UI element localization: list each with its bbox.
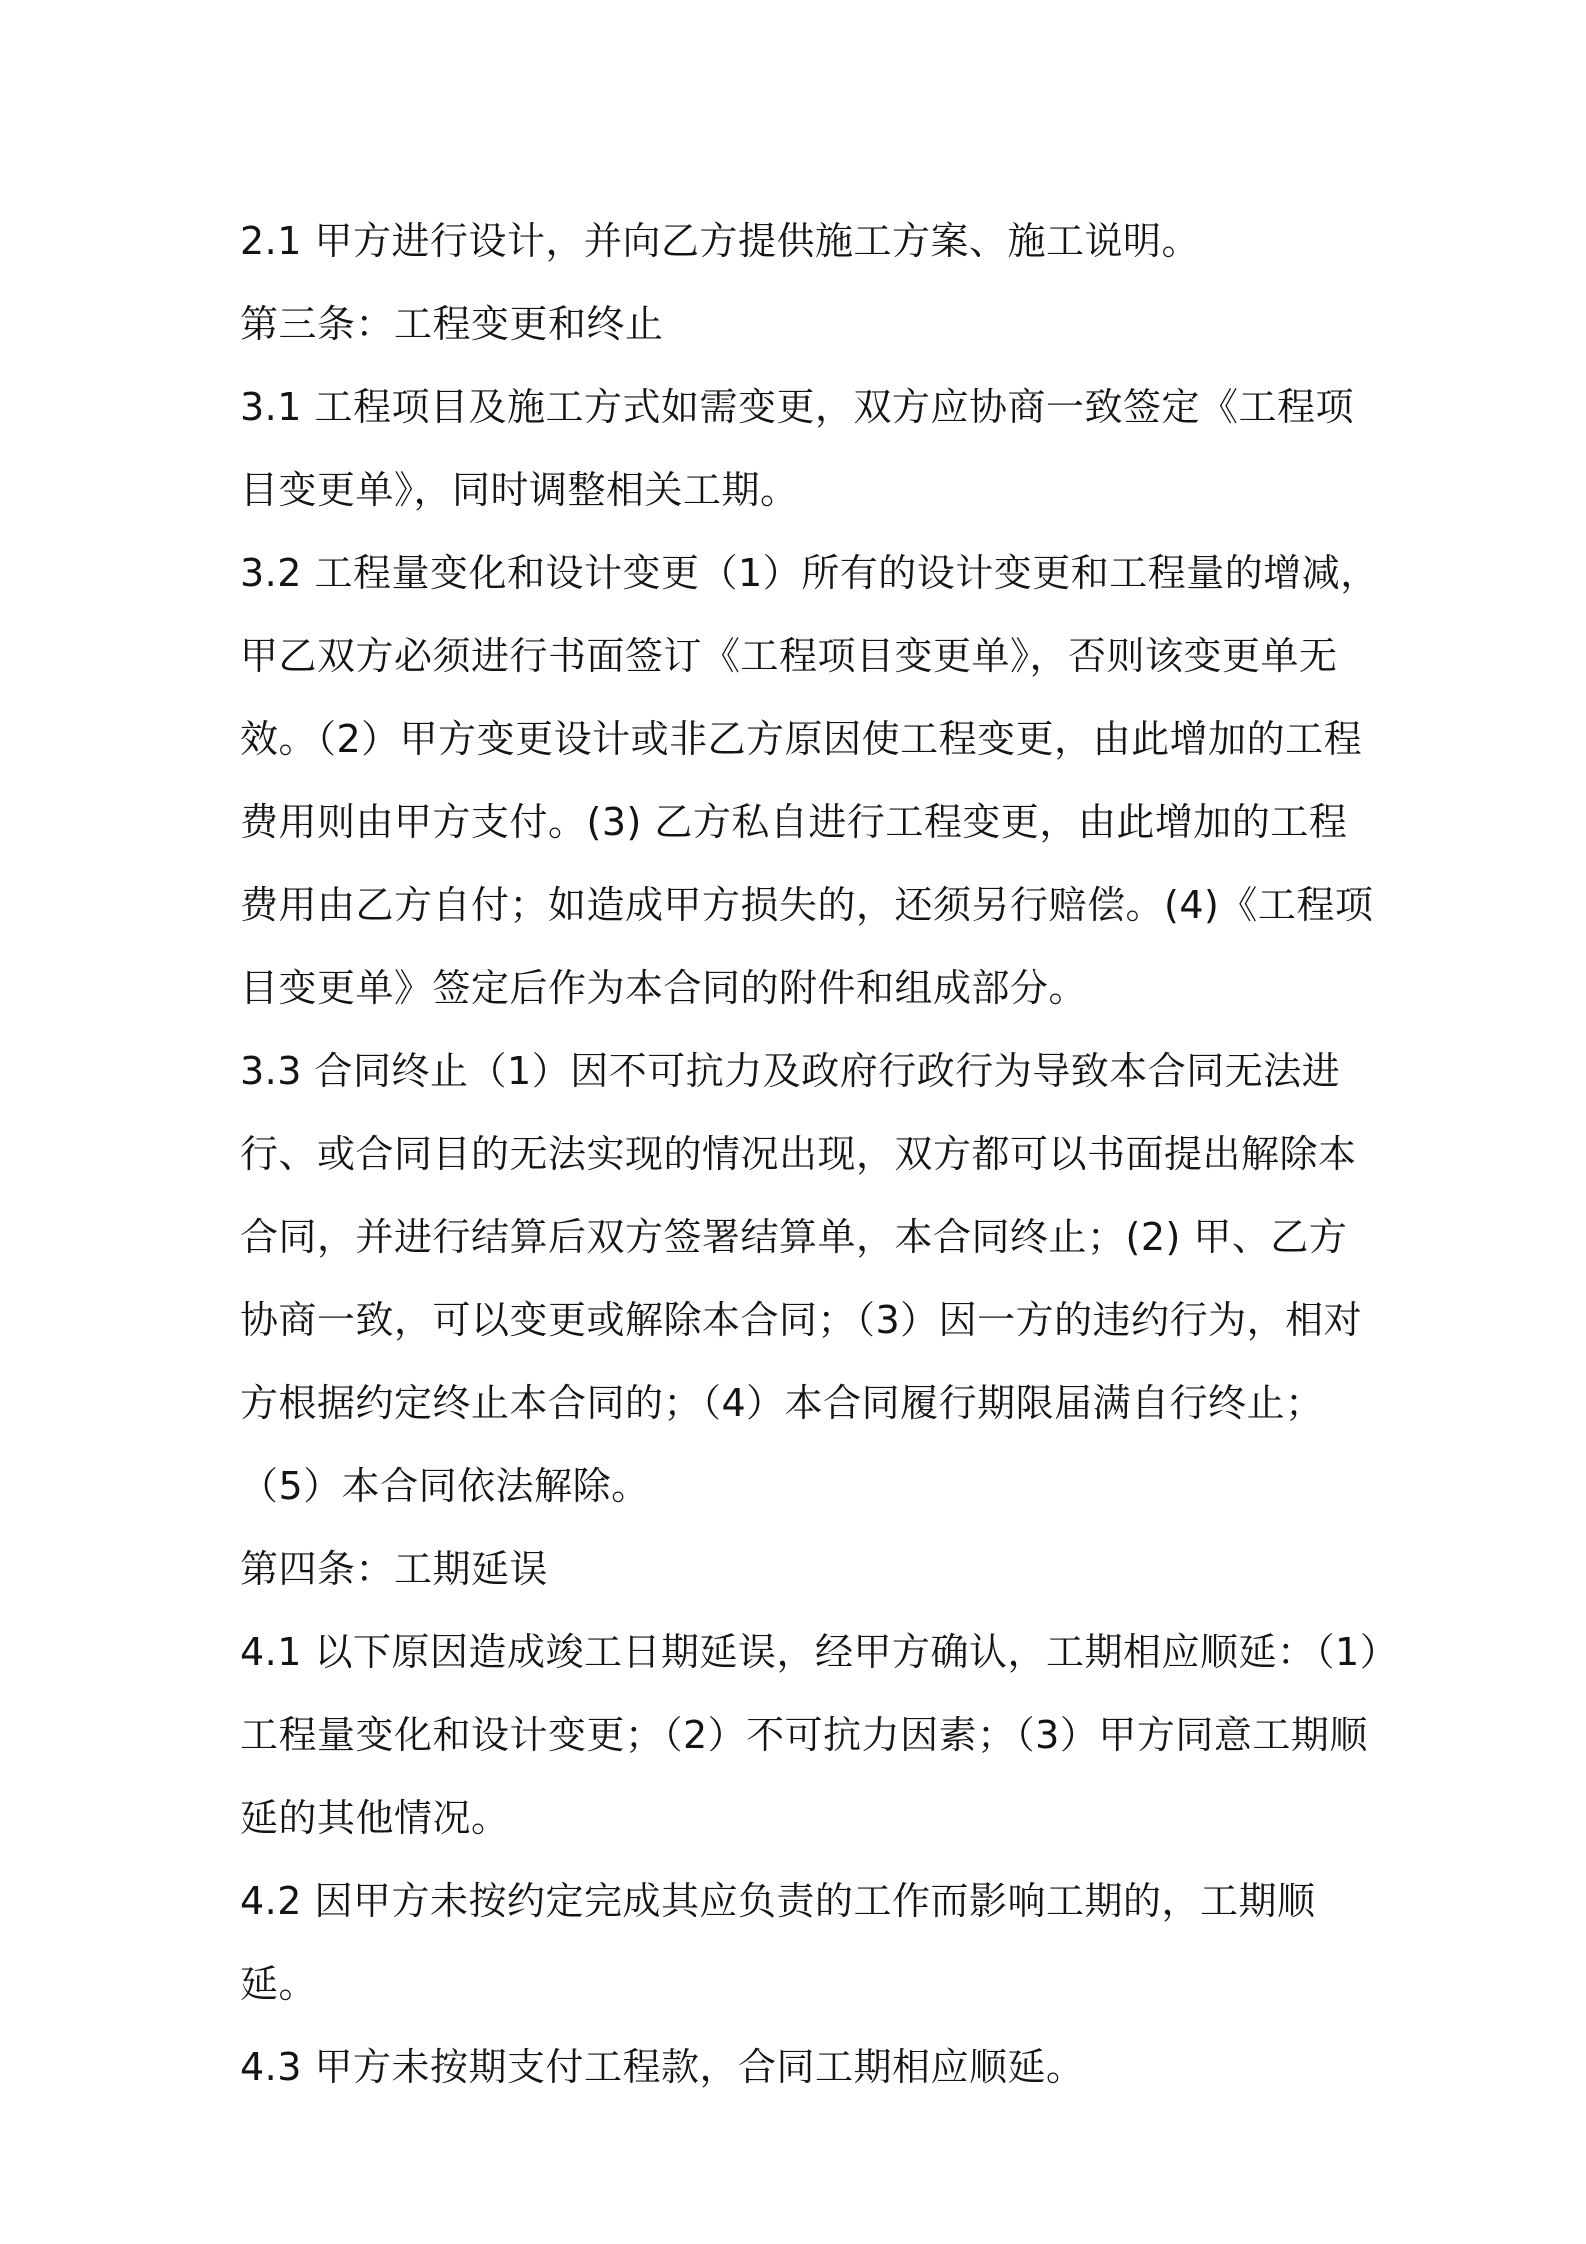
clause-3-2: 3.2 工程量变化和设计变更（1）所有的设计变更和工程量的增减，甲乙双方必须进行书面签订《工程项目变更单》，否则该变更单无效。（2）甲方变更设计或非乙方原因使工程变更，由此增加的工程费用则由甲方支付。(3) 乙方私自进行工程变更，由此增加的工程费用由乙方自付；如造成甲方损失的，还须另行赔偿。(4)《工程项目变更单》签定后作为本合同的附件和组成部分。 [240, 551, 1379, 1010]
clause-4-2: 4.2 因甲方未按约定完成其应负责的工作而影响工期的，工期顺延。 [240, 1879, 1316, 2006]
clause-3-1: 3.1 工程项目及施工方式如需变更，双方应协商一致签定《工程项目变更单》，同时调整相关工期。 [240, 385, 1355, 512]
clause-2-1: 2.1 甲方进行设计，并向乙方提供施工方案、施工说明。 [240, 219, 1201, 263]
article-4-heading: 第四条：工期延误 [240, 1547, 549, 1591]
clause-4-3: 4.3 甲方未按期支付工程款，合同工期相应顺延。 [240, 2045, 1085, 2089]
clause-4-1: 4.1 以下原因造成竣工日期延误，经甲方确认，工期相应顺延：（1）工程量变化和设计变更；（2）不可抗力因素；（3）甲方同意工期顺延的其他情况。 [240, 1630, 1380, 1840]
document-body [240, 200, 1380, 2109]
clause-3-3: 3.3 合同终止（1）因不可抗力及政府行政行为导致本合同无法进行、或合同目的无法实现的情况出现，双方都可以书面提出解除本合同，并进行结算后双方签署结算单，本合同终止；(2) 甲、乙方协商一致，可以变更或解除本合同；（3）因一方的违约行为，相对方根据约定终止本合同的；（4）本合同履行期限届满自行终止；（5）本合同依法解除。 [240, 1049, 1363, 1508]
article-3-heading: 第三条：工程变更和终止 [240, 302, 664, 346]
